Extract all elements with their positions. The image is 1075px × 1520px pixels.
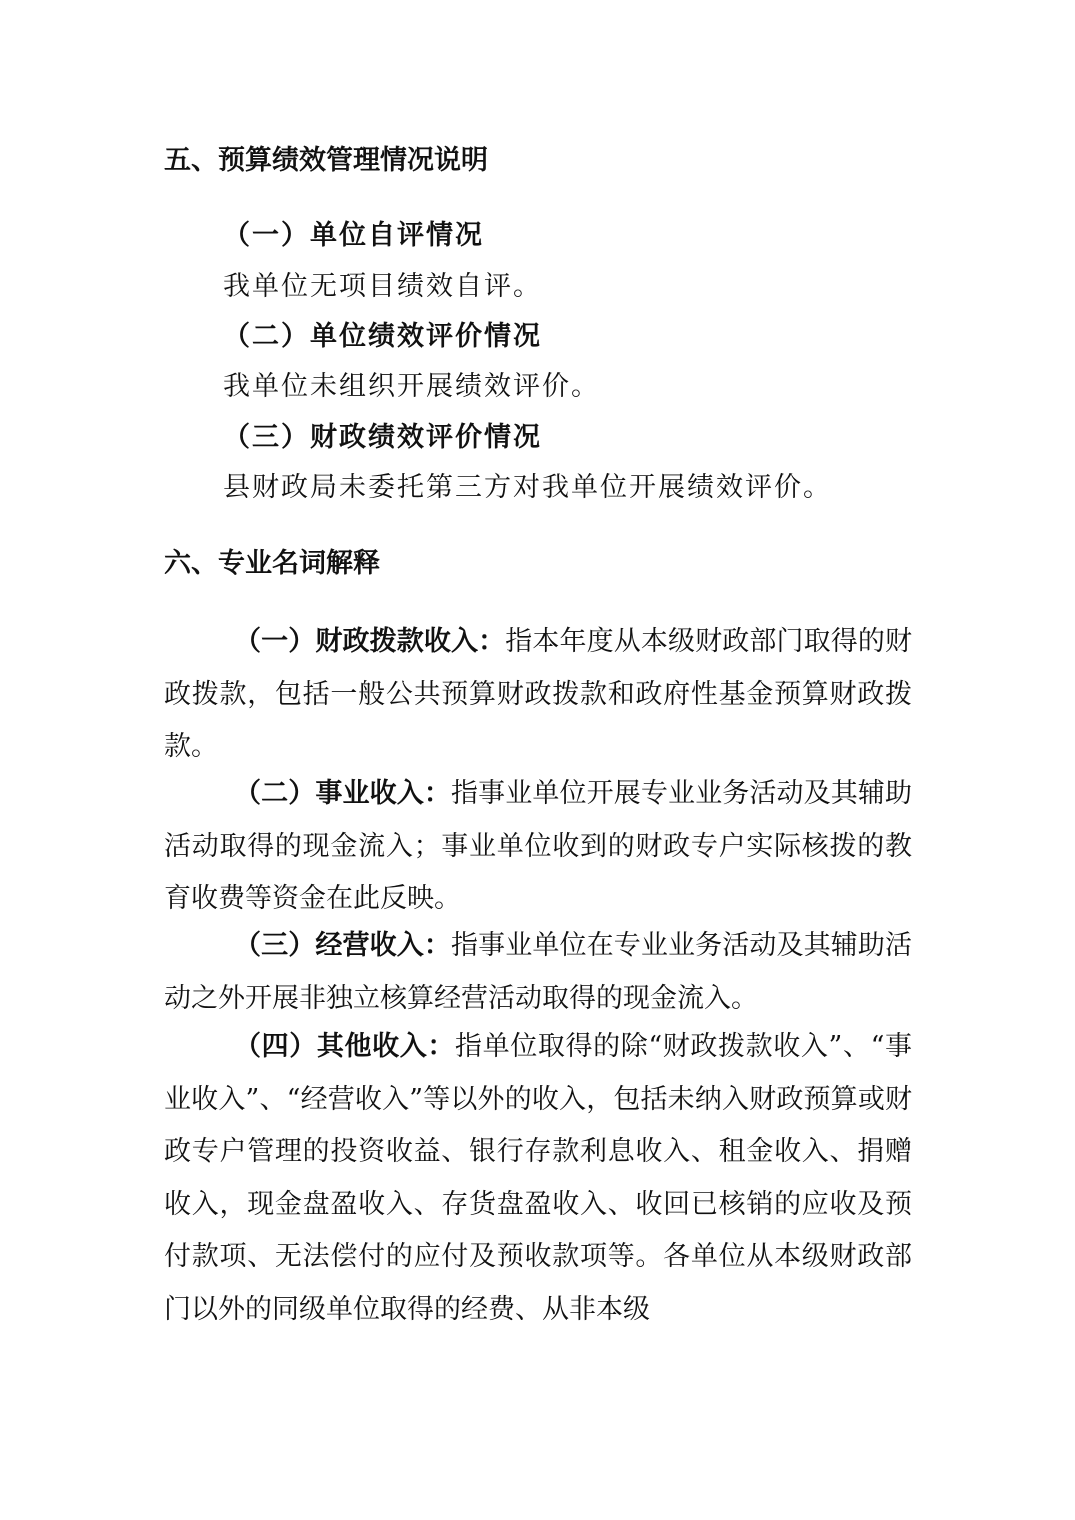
subsection-heading: （三）财政绩效评价情况	[223, 422, 542, 453]
term-paragraph	[164, 616, 912, 774]
term-label: （一）财政拨款收入：	[234, 626, 506, 657]
term-text: 指单位取得的除“财政拨款收入”、“事业收入”、“经营收入”等以外的收入，包括未纳入财政预算或财政专户管理的投资收益、银行存款利息收入、租金收入、捐赠收入，现金盘盈收入、存货盘盈收入、收回已核销的应收及预付款项、无法偿付的应付及预收款项等。各单位从本级财政部门以外的同级单位取得的经费、从非本级	[164, 1031, 913, 1325]
term-text: 指本年度从本级财政部门取得的财政拨款，包括一般公共预算财政拨款和政府性基金预算财政拨款。	[164, 626, 912, 762]
term-label: （四）其他收入：	[234, 1031, 455, 1062]
subsection-text: 我单位无项目绩效自评。	[223, 271, 542, 302]
subsection-heading: （一）单位自评情况	[223, 220, 484, 251]
term-paragraph	[164, 768, 912, 926]
subsection-text: 我单位未组织开展绩效评价。	[223, 371, 600, 402]
term-text: 指事业单位在专业业务活动及其辅助活动之外开展非独立核算经营活动取得的现金流入。	[164, 930, 912, 1014]
section-5-title: 五、预算绩效管理情况说明	[164, 145, 488, 176]
term-text: 指事业单位开展专业业务活动及其辅助活动取得的现金流入；事业单位收到的财政专户实际核拨的教育收费等资金在此反映。	[164, 778, 912, 914]
subsection-text: 县财政局未委托第三方对我单位开展绩效评价。	[223, 472, 832, 503]
section-6-title: 六、专业名词解释	[164, 548, 380, 579]
term-label: （二）事业收入：	[234, 778, 451, 809]
subsection-heading: （二）单位绩效评价情况	[223, 321, 542, 352]
term-label: （三）经营收入：	[234, 930, 451, 961]
term-paragraph	[164, 1021, 912, 1336]
term-paragraph	[164, 920, 912, 1025]
